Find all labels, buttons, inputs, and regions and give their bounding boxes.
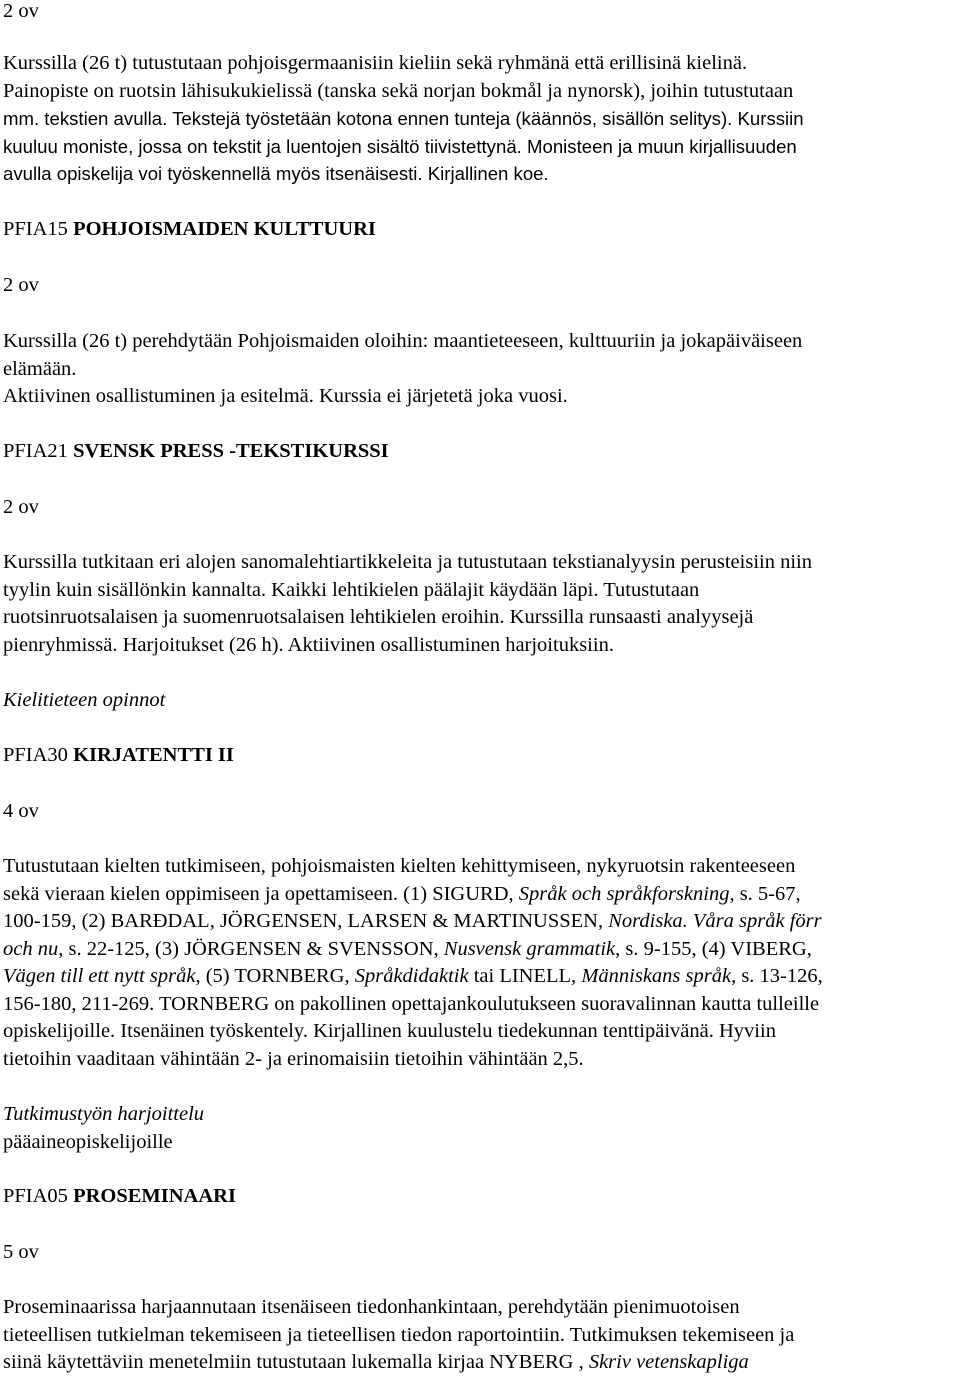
- course-heading-pfia30: [3, 742, 952, 770]
- course-description: [3, 853, 952, 1073]
- paragraph-line: 156-180, 211-269. TORNBERG on pakollinen opettajankoulutukseen suoravalinnan kautta tulleille: [3, 992, 820, 1015]
- credits-text: 2 ov: [3, 0, 39, 22]
- paragraph-line: avulla opiskelija voi työskennellä myös itsenäisesti. Kirjallinen koe.: [3, 163, 549, 184]
- course-description: [3, 50, 952, 188]
- book-title: Skriv vetenskapliga: [588, 1351, 749, 1373]
- paragraph-line: Kurssilla (26 t) tutustutaan pohjoisgermaanisiin kieliin sekä ryhmänä että erillisinä kielinä.: [3, 52, 748, 74]
- course-heading-pfia05: [3, 1183, 952, 1211]
- credits-text: 4 ov: [3, 800, 39, 822]
- paragraph-line: 100-159, (2) BARÐDAL, JÖRGENSEN, LARSEN & MARTINUSSEN, Nordiska. Våra språk förr: [3, 910, 822, 932]
- book-title: Vägen till ett nytt språk: [3, 965, 196, 987]
- book-title: Människans språk: [581, 965, 732, 987]
- book-title: Nordiska. Våra språk förr: [608, 910, 822, 932]
- book-title: Nusvensk grammatik: [443, 937, 616, 960]
- course-code: PFIA30: [3, 744, 68, 766]
- paragraph-line: tieteellisen tutkielman tekemiseen ja tieteellisen tiedon raportointiin. Tutkimuksen tekemiseen ja: [3, 1323, 795, 1346]
- paragraph-line: mm. tekstien avulla. Tekstejä työstetään kotona ennen tunteja (käännös, sisällön selitys). Kurssiin: [3, 108, 804, 129]
- paragraph-line: Kurssilla (26 t) perehdytään Pohjoismaiden oloihin: maantieteeseen, kulttuuriin ja jokapäiväiseen: [3, 330, 803, 352]
- credits-text: 2 ov: [3, 274, 39, 296]
- book-title: Språkdidaktik: [354, 965, 469, 987]
- course-description: [3, 328, 952, 411]
- credits-text: 2 ov: [3, 496, 39, 518]
- paragraph-line: och nu, s. 22-125, (3) JÖRGENSEN & SVENSSON, Nusvensk grammatik, s. 9-155, (4) VIBERG,: [3, 937, 812, 960]
- course-title: PROSEMINAARI: [73, 1185, 236, 1207]
- course-heading-pfia21: [3, 438, 952, 466]
- course-credits: [3, 272, 952, 300]
- book-title: och nu: [3, 937, 59, 960]
- section-heading: [3, 687, 952, 715]
- course-title: POHJOISMAIDEN KULTTUURI: [73, 218, 376, 240]
- section-title: Tutkimustyön harjoittelu: [3, 1103, 205, 1125]
- course-code: PFIA21: [3, 440, 68, 462]
- course-description: [3, 549, 952, 659]
- course-credits: [3, 0, 952, 26]
- paragraph-line: Aktiivinen osallistuminen ja esitelmä. Kurssia ei järjetetä joka vuosi.: [3, 385, 568, 407]
- paragraph-line: Proseminaarissa harjaannutaan itsenäiseen tiedonhankintaan, perehdytään pienimuotoisen: [3, 1296, 740, 1318]
- paragraph-line: Tutustutaan kielten tutkimiseen, pohjoismaisten kielten kehittymiseen, nykyruotsin rakenteeseen: [3, 855, 796, 877]
- course-code: PFIA15: [3, 218, 68, 240]
- course-description: [3, 1294, 952, 1377]
- section-subtitle: pääaineopiskelijoille: [3, 1130, 173, 1153]
- paragraph-line: ruotsinruotsalaisen ja suomenruotsalaisen lehtikielen eroihin. Kurssilla runsaasti analyysejä: [3, 606, 754, 628]
- paragraph-line: sekä vieraan kielen oppimiseen ja opettamiseen. (1) SIGURD, Språk och språkforskning, s. 5-67,: [3, 882, 801, 905]
- book-title: Språk och språkforskning,: [518, 882, 735, 905]
- paragraph-line: siinä käytettäviin menetelmiin tutustutaan lukemalla kirjaa NYBERG , Skriv vetenskapliga: [3, 1351, 749, 1373]
- paragraph-line: elämään.: [3, 357, 77, 380]
- paragraph-line: Kurssilla tutkitaan eri alojen sanomalehtiartikkeleita ja tutustutaan tekstianalyysin perusteisiin niin: [3, 551, 812, 573]
- course-title: KIRJATENTTI II: [73, 744, 234, 766]
- paragraph-line: pienryhmissä. Harjoitukset (26 h). Aktiivinen osallistuminen harjoituksiin.: [3, 633, 614, 656]
- course-title: SVENSK PRESS -TEKSTIKURSSI: [73, 440, 389, 462]
- course-heading-pfia15: [3, 216, 952, 244]
- credits-text: 5 ov: [3, 1241, 39, 1263]
- section-heading: [3, 1101, 952, 1156]
- section-title: Kielitieteen opinnot: [3, 689, 166, 711]
- course-credits: [3, 494, 952, 522]
- paragraph-line: Vägen till ett nytt språk, (5) TORNBERG, Språkdidaktik tai LINELL, Människans språk, s. 13-126,: [3, 965, 823, 987]
- course-credits: [3, 798, 952, 826]
- paragraph-line: opiskelijoille. Itsenäinen työskentely. Kirjallinen kuulustelu tiedekunnan tenttipäivänä. Hyviin: [3, 1020, 776, 1042]
- paragraph-line: tyylin kuin sisällönkin kannalta. Kaikki lehtikielen päälajit käydään läpi. Tutustutaan: [3, 578, 700, 601]
- paragraph-line: Painopiste on ruotsin lähisukukielissä (tanska sekä norjan bokmål ja nynorsk), joihin tutustutaan: [3, 79, 794, 102]
- course-code: PFIA05: [3, 1185, 68, 1207]
- course-credits: [3, 1239, 952, 1267]
- paragraph-line: kuuluu moniste, jossa on tekstit ja luentojen sisältö tiivistettynä. Monisteen ja muun kirjallisuuden: [3, 135, 797, 157]
- paragraph-line: tietoihin vaaditaan vähintään 2- ja erinomaisiin tietoihin vähintään 2,5.: [3, 1047, 584, 1070]
